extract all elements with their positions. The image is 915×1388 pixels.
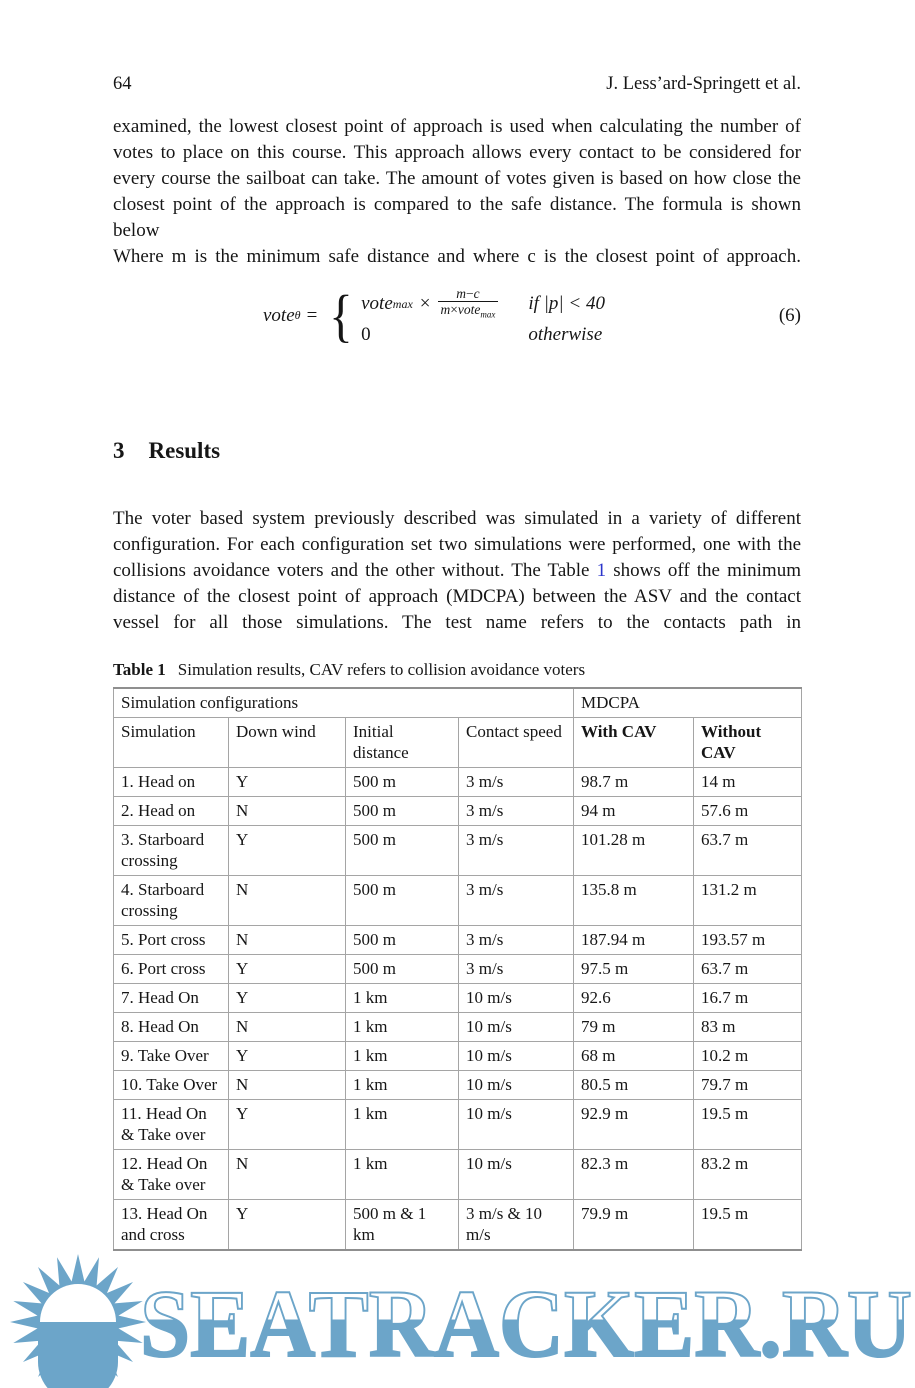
table-cell: 187.94 m	[574, 926, 694, 955]
table-cell: 4. Starboard crossing	[114, 876, 229, 926]
fraction-numerator: m−c	[456, 286, 480, 301]
table-row	[114, 1042, 802, 1071]
table-cell: 1 km	[346, 1150, 459, 1200]
table-cell: 500 m	[346, 797, 459, 826]
table-cell: 500 m	[346, 926, 459, 955]
section-number: 3	[113, 438, 125, 463]
table-1-link[interactable]: 1	[596, 560, 607, 581]
table-row	[114, 926, 802, 955]
table-cell: 3 m/s	[459, 876, 574, 926]
table-cell: 57.6 m	[694, 797, 802, 826]
paragraph-1: examined, the lowest closest point of approach is used when calculating the number of votes to place on this course. This approach allows every contact to be considered for every course the sailboat can take. The amount of votes given is based on how close the closest point of the approach is compared to the safe distance. The formula is shown below	[113, 116, 801, 241]
cases-brace: {	[329, 282, 354, 348]
table-cell: 92.9 m	[574, 1100, 694, 1150]
table-cell: Y	[229, 1042, 346, 1071]
table-row	[114, 1100, 802, 1150]
table-cell: Y	[229, 955, 346, 984]
watermark-text: SEATRACKER.RU	[140, 1270, 912, 1377]
table-cell: 193.57 m	[694, 926, 802, 955]
table-cell: 83 m	[694, 1013, 802, 1042]
table-cell: 5. Port cross	[114, 926, 229, 955]
table-cell: 500 m & 1 km	[346, 1200, 459, 1251]
table-cell: 13. Head On and cross	[114, 1200, 229, 1251]
table-cell: 10 m/s	[459, 1042, 574, 1071]
fraction	[438, 286, 499, 323]
table-cell: 80.5 m	[574, 1071, 694, 1100]
table-cell: 1 km	[346, 1100, 459, 1150]
table-cell: 82.3 m	[574, 1150, 694, 1200]
results-table-wrap	[113, 687, 801, 1251]
table-cell: 63.7 m	[694, 955, 802, 984]
table-cell: N	[229, 1071, 346, 1100]
section-heading-results	[113, 438, 801, 464]
table-cell: Y	[229, 984, 346, 1013]
table-cell: 500 m	[346, 876, 459, 926]
watermark	[0, 1240, 915, 1388]
table-cell: 10.2 m	[694, 1042, 802, 1071]
table-cell: 98.7 m	[574, 768, 694, 797]
equation-body	[263, 282, 605, 348]
watermark-text-svg	[138, 1268, 915, 1378]
table-cell: 9. Take Over	[114, 1042, 229, 1071]
table-cell: 131.2 m	[694, 876, 802, 926]
table-cell: 79.9 m	[574, 1200, 694, 1251]
table-caption-text: Simulation results, CAV refers to collision avoidance voters	[177, 660, 586, 679]
case1-condition: if |p| < 40	[528, 293, 605, 315]
table-cell: N	[229, 876, 346, 926]
table-cell: 7. Head On	[114, 984, 229, 1013]
multiply-sign: ×	[419, 293, 431, 315]
table-cell: 500 m	[346, 826, 459, 876]
group-header-simulation-configurations: Simulation configurations	[114, 688, 574, 718]
table-cell: N	[229, 1013, 346, 1042]
table-cell: Y	[229, 826, 346, 876]
column-header: Contact speed	[459, 718, 574, 768]
table-cell: 10. Take Over	[114, 1071, 229, 1100]
table-cell: N	[229, 926, 346, 955]
table-cell: 2. Head on	[114, 797, 229, 826]
table-cell: 10 m/s	[459, 1100, 574, 1150]
sun-lower-disc	[38, 1322, 118, 1388]
table-cell: 1 km	[346, 984, 459, 1013]
table-cell: 92.6	[574, 984, 694, 1013]
table-cell: 3 m/s	[459, 826, 574, 876]
table-cell: 16.7 m	[694, 984, 802, 1013]
table-row	[114, 984, 802, 1013]
page-number: 64	[113, 74, 132, 94]
paragraph-block-1	[113, 114, 801, 270]
table-cell: 19.5 m	[694, 1100, 802, 1150]
table-cell: 10 m/s	[459, 1013, 574, 1042]
table-cell: 1 km	[346, 1042, 459, 1071]
case1-expression: vote max × $\frac{m-c}{m\times vote_{max}}$	[361, 286, 498, 323]
table-cell: 79.7 m	[694, 1071, 802, 1100]
table-cell: N	[229, 797, 346, 826]
table-body	[114, 768, 802, 1251]
column-header: Simulation	[114, 718, 229, 768]
table-cell: 10 m/s	[459, 1150, 574, 1200]
table-caption-label: Table 1	[113, 660, 166, 679]
paragraph-where-line: Where m is the minimum safe distance and where c is the closest point of approach.	[113, 246, 801, 267]
table-header-row	[114, 718, 802, 768]
table-row	[114, 955, 802, 984]
table-cell: 500 m	[346, 768, 459, 797]
sun-icon	[8, 1250, 148, 1388]
table-cell: 1. Head on	[114, 768, 229, 797]
equation-number: (6)	[778, 304, 801, 326]
table-cell: 10 m/s	[459, 1071, 574, 1100]
table-cell: 68 m	[574, 1042, 694, 1071]
table-cell: 14 m	[694, 768, 802, 797]
column-header: Without CAV	[694, 718, 802, 768]
table-cell: Y	[229, 768, 346, 797]
group-header-row	[114, 688, 802, 718]
table-cell: 8. Head On	[114, 1013, 229, 1042]
table-row	[114, 797, 802, 826]
column-header: Initial distance	[346, 718, 459, 768]
table-row	[114, 768, 802, 797]
table-cell: 97.5 m	[574, 955, 694, 984]
table-cell: 12. Head On & Take over	[114, 1150, 229, 1200]
case2-expression: 0	[361, 323, 371, 345]
table-row	[114, 876, 802, 926]
equation-6	[113, 282, 801, 348]
table-row	[114, 1013, 802, 1042]
table-cell: 500 m	[346, 955, 459, 984]
table-cell: 135.8 m	[574, 876, 694, 926]
table-cell: 11. Head On & Take over	[114, 1100, 229, 1150]
table-cell: 10 m/s	[459, 984, 574, 1013]
table-cell: 3 m/s	[459, 797, 574, 826]
paragraph-block-2	[113, 506, 801, 636]
table-cell: N	[229, 1150, 346, 1200]
table-cell: 63.7 m	[694, 826, 802, 876]
paragraph-2: The voter based system previously described was simulated in a variety of different configuration. For each configuration set two simulations were performed, one with the collisions avoidance voters and the other without. The Table 1 shows off the minimum distance of the closest point of approach (MDCPA) between the ASV and the contact vessel for all those simulations. The test name refers to the contacts path in	[113, 508, 801, 633]
table-cell: 3. Starboard crossing	[114, 826, 229, 876]
table-cell: 3 m/s & 10 m/s	[459, 1200, 574, 1251]
column-header: With CAV	[574, 718, 694, 768]
equation-cases	[361, 286, 605, 346]
table-row	[114, 826, 802, 876]
group-header-mdcpa: MDCPA	[574, 688, 802, 718]
column-header: Down wind	[229, 718, 346, 768]
table-cell: 101.28 m	[574, 826, 694, 876]
results-table	[113, 687, 802, 1251]
table-caption	[113, 660, 801, 680]
table-cell: 3 m/s	[459, 955, 574, 984]
table-cell: Y	[229, 1200, 346, 1251]
table-cell: 94 m	[574, 797, 694, 826]
table-cell: 6. Port cross	[114, 955, 229, 984]
table-row	[114, 1150, 802, 1200]
table-cell: 3 m/s	[459, 768, 574, 797]
equation-lhs: vote θ =	[263, 304, 318, 326]
case2-condition: otherwise	[528, 323, 603, 345]
running-head	[113, 74, 801, 95]
table-cell: 1 km	[346, 1013, 459, 1042]
table-cell: Y	[229, 1100, 346, 1150]
table-cell: 1 km	[346, 1071, 459, 1100]
table-cell: 79 m	[574, 1013, 694, 1042]
table-cell: 3 m/s	[459, 926, 574, 955]
section-title: Results	[148, 438, 221, 463]
table-cell: 19.5 m	[694, 1200, 802, 1251]
fraction-denominator: m×vote$_{max}$	[438, 301, 499, 323]
running-head-authors: J. Less’ard-Springett et al.	[606, 74, 801, 94]
table-cell: 83.2 m	[694, 1150, 802, 1200]
table-row	[114, 1071, 802, 1100]
